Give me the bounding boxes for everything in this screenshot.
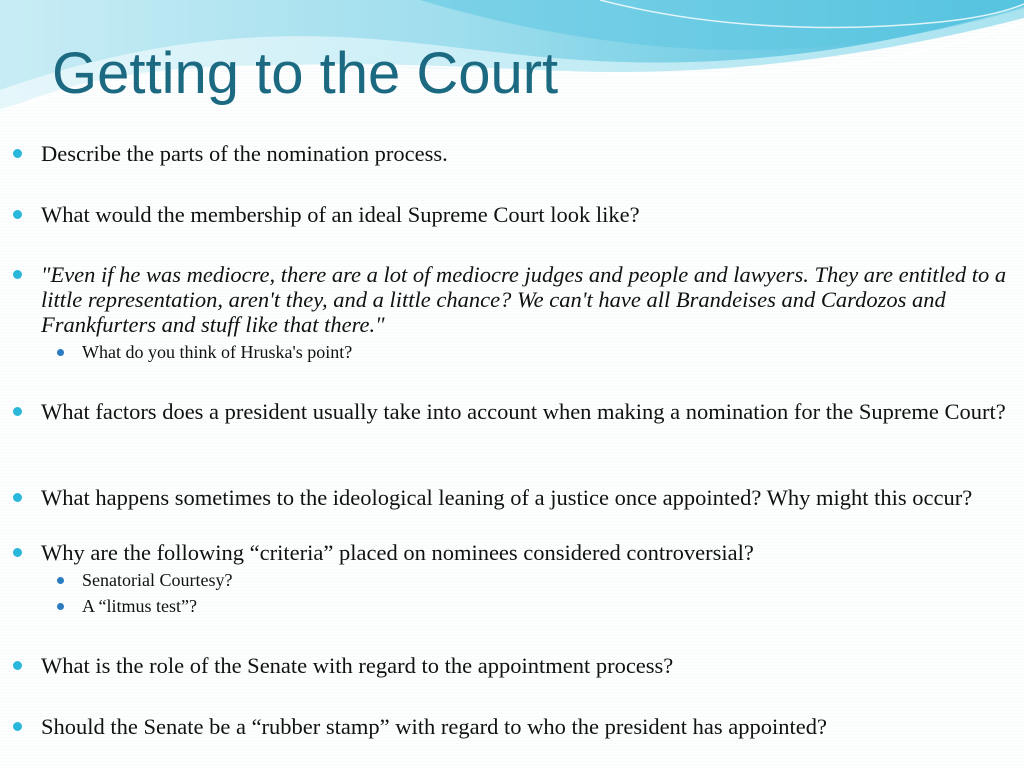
bullet-ideal-court: What would the membership of an ideal Supreme Court look like? xyxy=(41,202,1011,227)
bullet-ideological-leaning: What happens sometimes to the ideological leaning of a justice once appointed? Why might this occur? xyxy=(41,485,1011,510)
bullet-senate-role: What is the role of the Senate with regard to the appointment process? xyxy=(41,653,1011,678)
bullet-rubber-stamp: Should the Senate be a “rubber stamp” with regard to who the president has appointed? xyxy=(41,714,1011,739)
bullet-criteria-controversial: Why are the following “criteria” placed on nominees considered controversial? xyxy=(41,540,1011,565)
bullet-nomination-process: Describe the parts of the nomination process. xyxy=(41,141,1011,166)
sub-bullet-litmus-test: A “litmus test”? xyxy=(82,595,982,617)
bullet-hruska-quote: "Even if he was mediocre, there are a lot of mediocre judges and people and lawyers. They are entitled to a little representation, aren't they, and a little chance? We can't have all Brandeises and Cardozos and Frankfurters and stuff like that there." xyxy=(41,262,1011,337)
slide-title: Getting to the Court xyxy=(52,41,559,106)
bullet-president-factors: What factors does a president usually take into account when making a nomination for the Supreme Court? xyxy=(41,399,1011,424)
sub-bullet-senatorial-courtesy: Senatorial Courtesy? xyxy=(82,569,982,591)
sub-bullet-hruska-point: What do you think of Hruska's point? xyxy=(82,341,982,363)
